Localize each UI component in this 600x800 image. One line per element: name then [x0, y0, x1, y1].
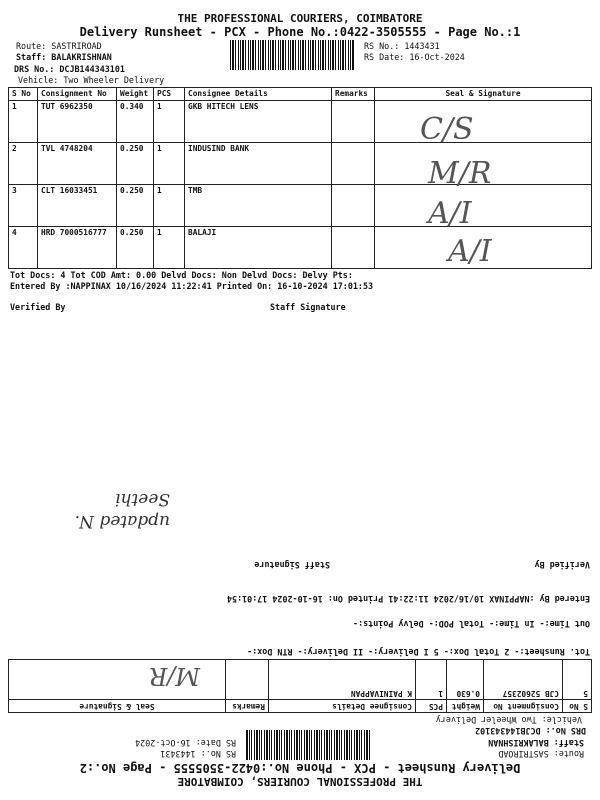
- drs-number: DRS No.: DCJB144343101: [14, 64, 125, 74]
- staff-signature-label: Staff Signature: [270, 302, 346, 312]
- totals-line: Tot Docs: 4 Tot COD Amt: 0.00 Delvd Docs: Non Delvd Docs: Delvy Pts:: [10, 270, 353, 280]
- handwritten-note: updated N. Seethi: [74, 489, 170, 531]
- handwritten-signature: A/I: [448, 234, 492, 269]
- verified-by-label: Verified By: [534, 560, 590, 570]
- col-consignee: Consignee Details: [185, 88, 332, 101]
- handwritten-signature: A/I: [428, 196, 472, 231]
- col-pcs: PCS: [154, 88, 185, 101]
- handwritten-signature: M/R: [149, 662, 200, 690]
- runsheet-page-2: [0, 400, 600, 800]
- handwritten-signature: C/S: [420, 112, 474, 147]
- staff-label: Staff: BALAKRISHNAN: [488, 738, 584, 748]
- times-line: Out Time:- In Time:- Total POD:- Delvy Points:-: [353, 619, 590, 629]
- table-header-row: S No Consignment No Weight PCS Consignee Details Remarks Seal & Signature: [9, 700, 592, 713]
- vehicle-label: Vehicle: Two Wheeler Delivery: [435, 715, 582, 725]
- runsheet-title: Delivery Runsheet - PCX - Phone No.:0422-3505555 - Page No.:2: [79, 761, 521, 775]
- table-row: 4 HRD 7000516777 0.250 1 BALAJI: [9, 227, 592, 269]
- rs-date: RS Date: 16-Oct-2024: [135, 738, 236, 748]
- runsheet-table: [8, 659, 592, 713]
- rs-number: RS No.: 1443431: [160, 749, 236, 759]
- vehicle-label: Vehicle: Two Wheeler Delivery: [18, 75, 165, 85]
- runsheet-table: [8, 87, 592, 269]
- company-name: THE PROFESSIONAL COURIERS, COIMBATORE: [177, 775, 423, 788]
- drs-number: DRS No.: DCJB144343102: [475, 726, 586, 736]
- staff-label: Staff: BALAKRISHNAN: [16, 52, 112, 62]
- verified-by-label: Verified By: [10, 302, 66, 312]
- entered-by-line: Entered By :NAPPINAX 10/16/2024 11:22:41 Printed On: 16-10-2024 17:01:54: [226, 594, 590, 604]
- route-label: Route: SASTRIROAD: [16, 41, 102, 51]
- company-name: THE PROFESSIONAL COURIERS, COIMBATORE: [177, 12, 423, 25]
- table-row: 1 TUT 6962350 0.340 1 GKB HITECH LENS: [9, 101, 592, 143]
- staff-signature-label: Staff Signature: [254, 560, 330, 570]
- table-header-row: [9, 88, 592, 101]
- table-row: 2 TVL 4748204 0.250 1 INDUSIND BANK: [9, 143, 592, 185]
- col-consignment: Consignment No: [38, 88, 117, 101]
- col-weight: Weight: [117, 88, 154, 101]
- barcode-icon: [230, 40, 355, 70]
- col-seal-signature: Seal & Signature: [375, 88, 592, 101]
- entered-by-line: Entered By :NAPPINAX 10/16/2024 11:22:41 Printed On: 16-10-2024 17:01:53: [10, 281, 374, 291]
- handwritten-signature: M/R: [428, 156, 492, 191]
- col-sno: S No: [9, 88, 38, 101]
- rs-date: RS Date: 16-Oct-2024: [364, 52, 465, 62]
- table-row: 5 CJB 52602357 0.630 1 K PAINIVAPPAN: [9, 660, 592, 700]
- barcode-icon: [245, 730, 370, 760]
- runsheet-title: Delivery Runsheet - PCX - Phone No.:0422-3505555 - Page No.:1: [79, 25, 521, 39]
- rs-number: RS No.: 1443431: [364, 41, 440, 51]
- col-remarks: Remarks: [332, 88, 375, 101]
- table-row: 3 CLT 16033451 0.250 1 TMB: [9, 185, 592, 227]
- route-label: Route: SASTRIROAD: [498, 749, 584, 759]
- signature-cell: [375, 101, 592, 143]
- totals-line: Tot. Runsheet:- 2 Total Dox:- 5 I Delivery:- II Delivery:- RTN Dox:-: [247, 647, 590, 657]
